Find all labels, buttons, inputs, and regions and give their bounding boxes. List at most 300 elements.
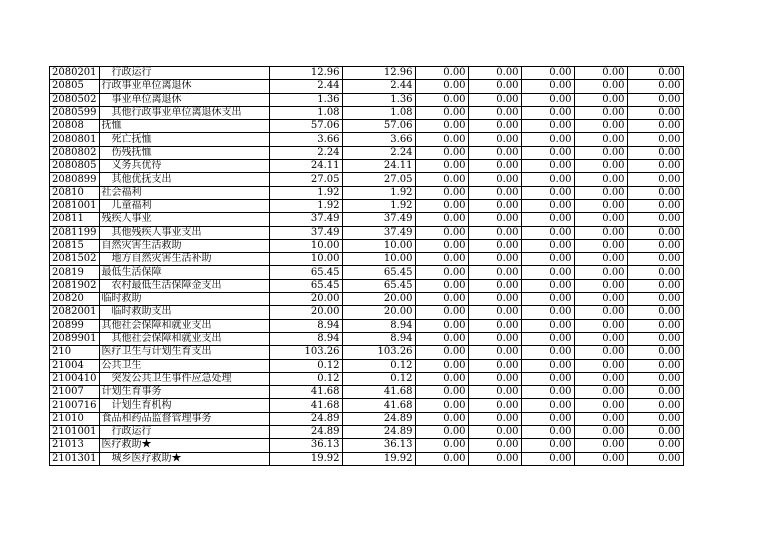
subject-name-cell[interactable]: 食品和药品监督管理事务 <box>99 412 269 425</box>
amount-cell[interactable]: 65.45 <box>342 266 415 279</box>
table-row <box>50 332 684 345</box>
subject-code-cell[interactable]: 2101001 <box>50 426 100 439</box>
amount-cell[interactable]: 0.00 <box>574 239 627 252</box>
amount-cell[interactable]: 10.00 <box>342 239 415 252</box>
budget-table <box>49 66 684 466</box>
amount-cell[interactable]: 1.36 <box>269 93 342 106</box>
amount-cell[interactable]: 0.00 <box>468 319 521 332</box>
amount-cell[interactable]: 65.45 <box>342 279 415 292</box>
amount-cell[interactable]: 0.00 <box>521 199 574 212</box>
amount-cell[interactable]: 0.00 <box>415 120 468 133</box>
amount-cell[interactable]: 10.00 <box>269 239 342 252</box>
subject-name-cell[interactable]: 临时救助 <box>99 293 269 306</box>
table-row <box>50 346 684 359</box>
subject-code-cell[interactable]: 2080801 <box>50 133 100 146</box>
table-row <box>50 173 684 186</box>
amount-cell[interactable]: 0.00 <box>574 133 627 146</box>
amount-cell[interactable]: 0.00 <box>415 93 468 106</box>
amount-cell[interactable]: 0.00 <box>521 93 574 106</box>
subject-name-cell[interactable]: 其他残疾人事业支出 <box>99 226 269 239</box>
subject-name-cell[interactable]: 其他社会保障和就业支出 <box>99 332 269 345</box>
amount-cell[interactable]: 0.00 <box>574 452 627 465</box>
amount-cell[interactable]: 41.68 <box>342 399 415 412</box>
table-row <box>50 253 684 266</box>
amount-cell[interactable]: 0.00 <box>574 306 627 319</box>
amount-cell[interactable]: 0.00 <box>574 359 627 372</box>
budget-sheet <box>49 66 684 466</box>
subject-name-cell[interactable]: 临时救助支出 <box>99 306 269 319</box>
amount-cell[interactable]: 0.00 <box>415 412 468 425</box>
amount-cell[interactable]: 1.08 <box>342 106 415 119</box>
subject-code-cell[interactable]: 20819 <box>50 266 100 279</box>
amount-cell[interactable]: 37.49 <box>269 213 342 226</box>
amount-cell[interactable]: 0.00 <box>627 253 683 266</box>
amount-cell[interactable]: 0.00 <box>521 452 574 465</box>
amount-cell[interactable]: 8.94 <box>269 332 342 345</box>
amount-cell[interactable]: 0.00 <box>627 399 683 412</box>
subject-code-cell[interactable]: 20899 <box>50 319 100 332</box>
amount-cell[interactable]: 0.00 <box>574 146 627 159</box>
amount-cell[interactable]: 0.00 <box>574 439 627 452</box>
subject-name-cell[interactable]: 行政运行 <box>99 426 269 439</box>
amount-cell[interactable]: 0.00 <box>521 426 574 439</box>
subject-name-cell[interactable]: 计划生育机构 <box>99 399 269 412</box>
amount-cell[interactable]: 0.00 <box>521 346 574 359</box>
subject-name-cell[interactable]: 地方自然灾害生活补助 <box>99 253 269 266</box>
subject-name-cell[interactable]: 事业单位离退休 <box>99 93 269 106</box>
amount-cell[interactable]: 0.00 <box>574 67 627 80</box>
amount-cell[interactable]: 36.13 <box>342 439 415 452</box>
amount-cell[interactable]: 0.00 <box>415 452 468 465</box>
amount-cell[interactable]: 24.11 <box>269 160 342 173</box>
amount-cell[interactable]: 0.00 <box>415 372 468 385</box>
amount-cell[interactable]: 0.00 <box>521 239 574 252</box>
amount-cell[interactable]: 0.00 <box>415 106 468 119</box>
amount-cell[interactable]: 0.00 <box>627 160 683 173</box>
amount-cell[interactable]: 0.00 <box>627 293 683 306</box>
amount-cell[interactable]: 0.00 <box>521 253 574 266</box>
subject-name-cell[interactable]: 医疗救助★ <box>99 439 269 452</box>
amount-cell[interactable]: 0.00 <box>415 67 468 80</box>
amount-cell[interactable]: 0.00 <box>574 319 627 332</box>
subject-name-cell[interactable]: 医疗卫生与计划生育支出 <box>99 346 269 359</box>
amount-cell[interactable]: 0.00 <box>574 332 627 345</box>
amount-cell[interactable]: 0.00 <box>627 386 683 399</box>
amount-cell[interactable]: 3.66 <box>269 133 342 146</box>
table-row <box>50 266 684 279</box>
amount-cell[interactable]: 0.00 <box>521 173 574 186</box>
amount-cell[interactable]: 20.00 <box>269 293 342 306</box>
table-row <box>50 67 684 80</box>
subject-name-cell[interactable]: 最低生活保障 <box>99 266 269 279</box>
amount-cell[interactable]: 1.92 <box>269 186 342 199</box>
amount-cell[interactable]: 0.00 <box>627 372 683 385</box>
table-row <box>50 306 684 319</box>
amount-cell[interactable]: 0.00 <box>415 146 468 159</box>
amount-cell[interactable]: 0.00 <box>468 279 521 292</box>
table-row <box>50 213 684 226</box>
amount-cell[interactable]: 0.00 <box>468 452 521 465</box>
amount-cell[interactable]: 0.00 <box>415 279 468 292</box>
subject-code-cell[interactable]: 20808 <box>50 120 100 133</box>
amount-cell[interactable]: 1.92 <box>342 186 415 199</box>
table-row <box>50 146 684 159</box>
subject-code-cell[interactable]: 20820 <box>50 293 100 306</box>
amount-cell[interactable]: 103.26 <box>342 346 415 359</box>
amount-cell[interactable]: 0.00 <box>574 80 627 93</box>
amount-cell[interactable]: 36.13 <box>269 439 342 452</box>
amount-cell[interactable]: 0.12 <box>269 359 342 372</box>
amount-cell[interactable]: 1.92 <box>342 199 415 212</box>
subject-code-cell[interactable]: 2100716 <box>50 399 100 412</box>
amount-cell[interactable]: 0.12 <box>342 359 415 372</box>
amount-cell[interactable]: 0.00 <box>521 120 574 133</box>
subject-code-cell[interactable]: 2080805 <box>50 160 100 173</box>
subject-code-cell[interactable]: 2080502 <box>50 93 100 106</box>
table-row <box>50 372 684 385</box>
amount-cell[interactable]: 20.00 <box>269 306 342 319</box>
amount-cell[interactable]: 57.06 <box>342 120 415 133</box>
table-row <box>50 399 684 412</box>
amount-cell[interactable]: 0.00 <box>468 399 521 412</box>
table-row <box>50 279 684 292</box>
subject-name-cell[interactable]: 自然灾害生活救助 <box>99 239 269 252</box>
amount-cell[interactable]: 0.00 <box>574 412 627 425</box>
subject-name-cell[interactable]: 社会福利 <box>99 186 269 199</box>
amount-cell[interactable]: 19.92 <box>342 452 415 465</box>
amount-cell[interactable]: 0.00 <box>468 213 521 226</box>
table-row <box>50 133 684 146</box>
table-row <box>50 226 684 239</box>
amount-cell[interactable]: 0.00 <box>468 106 521 119</box>
amount-cell[interactable]: 0.00 <box>415 226 468 239</box>
subject-name-cell[interactable]: 其他优抚支出 <box>99 173 269 186</box>
amount-cell[interactable]: 0.00 <box>627 106 683 119</box>
subject-code-cell[interactable]: 20805 <box>50 80 100 93</box>
amount-cell[interactable]: 27.05 <box>269 173 342 186</box>
amount-cell[interactable]: 0.00 <box>468 332 521 345</box>
amount-cell[interactable]: 8.94 <box>342 332 415 345</box>
subject-code-cell[interactable]: 2080201 <box>50 67 100 80</box>
amount-cell[interactable]: 2.44 <box>342 80 415 93</box>
subject-code-cell[interactable]: 2081199 <box>50 226 100 239</box>
amount-cell[interactable]: 0.00 <box>468 439 521 452</box>
amount-cell[interactable]: 0.00 <box>574 160 627 173</box>
amount-cell[interactable]: 0.00 <box>627 80 683 93</box>
amount-cell[interactable]: 37.49 <box>342 226 415 239</box>
amount-cell[interactable]: 0.00 <box>574 426 627 439</box>
amount-cell[interactable]: 0.00 <box>574 399 627 412</box>
table-row <box>50 186 684 199</box>
amount-cell[interactable]: 10.00 <box>342 253 415 266</box>
amount-cell[interactable]: 0.00 <box>468 293 521 306</box>
amount-cell[interactable]: 0.00 <box>468 253 521 266</box>
amount-cell[interactable]: 0.00 <box>574 106 627 119</box>
subject-code-cell[interactable]: 20811 <box>50 213 100 226</box>
amount-cell[interactable]: 0.00 <box>574 186 627 199</box>
amount-cell[interactable]: 0.00 <box>468 346 521 359</box>
amount-cell[interactable]: 3.66 <box>342 133 415 146</box>
amount-cell[interactable]: 0.00 <box>415 239 468 252</box>
amount-cell[interactable]: 0.00 <box>574 279 627 292</box>
amount-cell[interactable]: 0.00 <box>468 67 521 80</box>
amount-cell[interactable]: 0.00 <box>627 133 683 146</box>
subject-code-cell[interactable]: 2082001 <box>50 306 100 319</box>
amount-cell[interactable]: 0.00 <box>468 359 521 372</box>
amount-cell[interactable]: 0.00 <box>415 426 468 439</box>
amount-cell[interactable]: 0.00 <box>521 332 574 345</box>
amount-cell[interactable]: 0.00 <box>627 199 683 212</box>
subject-name-cell[interactable]: 农村最低生活保障金支出 <box>99 279 269 292</box>
amount-cell[interactable]: 65.45 <box>269 279 342 292</box>
amount-cell[interactable]: 0.00 <box>468 186 521 199</box>
amount-cell[interactable]: 0.00 <box>521 213 574 226</box>
amount-cell[interactable]: 0.00 <box>574 253 627 266</box>
amount-cell[interactable]: 0.00 <box>521 160 574 173</box>
amount-cell[interactable]: 1.08 <box>269 106 342 119</box>
table-row <box>50 93 684 106</box>
amount-cell[interactable]: 65.45 <box>269 266 342 279</box>
amount-cell[interactable]: 0.00 <box>415 332 468 345</box>
subject-code-cell[interactable]: 20810 <box>50 186 100 199</box>
amount-cell[interactable]: 0.00 <box>415 399 468 412</box>
subject-code-cell[interactable]: 2081001 <box>50 199 100 212</box>
amount-cell[interactable]: 0.00 <box>468 173 521 186</box>
amount-cell[interactable]: 0.00 <box>574 93 627 106</box>
amount-cell[interactable]: 19.92 <box>269 452 342 465</box>
amount-cell[interactable]: 0.00 <box>574 293 627 306</box>
table-body <box>50 67 684 466</box>
subject-code-cell[interactable]: 2081902 <box>50 279 100 292</box>
amount-cell[interactable]: 0.00 <box>468 160 521 173</box>
subject-name-cell[interactable]: 其他社会保障和就业支出 <box>99 319 269 332</box>
amount-cell[interactable]: 24.89 <box>342 426 415 439</box>
amount-cell[interactable]: 2.44 <box>269 80 342 93</box>
amount-cell[interactable]: 20.00 <box>342 293 415 306</box>
amount-cell[interactable]: 0.00 <box>521 146 574 159</box>
amount-cell[interactable]: 0.00 <box>468 199 521 212</box>
amount-cell[interactable]: 0.00 <box>521 359 574 372</box>
amount-cell[interactable]: 0.00 <box>468 239 521 252</box>
amount-cell[interactable]: 0.12 <box>269 372 342 385</box>
amount-cell[interactable]: 10.00 <box>269 253 342 266</box>
amount-cell[interactable]: 0.00 <box>468 80 521 93</box>
amount-cell[interactable]: 0.00 <box>574 386 627 399</box>
subject-name-cell[interactable]: 抚恤 <box>99 120 269 133</box>
amount-cell[interactable]: 0.00 <box>574 226 627 239</box>
amount-cell[interactable]: 0.00 <box>521 266 574 279</box>
table-row <box>50 80 684 93</box>
amount-cell[interactable]: 0.00 <box>627 412 683 425</box>
amount-cell[interactable]: 0.00 <box>627 266 683 279</box>
amount-cell[interactable]: 0.00 <box>468 372 521 385</box>
amount-cell[interactable]: 0.00 <box>415 133 468 146</box>
amount-cell[interactable]: 0.00 <box>627 452 683 465</box>
amount-cell[interactable]: 0.00 <box>415 386 468 399</box>
amount-cell[interactable]: 37.49 <box>342 213 415 226</box>
amount-cell[interactable]: 1.36 <box>342 93 415 106</box>
subject-code-cell[interactable]: 2089901 <box>50 332 100 345</box>
amount-cell[interactable]: 1.92 <box>269 199 342 212</box>
subject-name-cell[interactable]: 其他行政事业单位离退休支出 <box>99 106 269 119</box>
amount-cell[interactable]: 2.24 <box>269 146 342 159</box>
amount-cell[interactable]: 37.49 <box>269 226 342 239</box>
amount-cell[interactable]: 24.89 <box>269 426 342 439</box>
amount-cell[interactable]: 0.00 <box>521 67 574 80</box>
subject-code-cell[interactable]: 2100410 <box>50 372 100 385</box>
amount-cell[interactable]: 0.00 <box>415 253 468 266</box>
amount-cell[interactable]: 2.24 <box>342 146 415 159</box>
amount-cell[interactable]: 0.00 <box>468 146 521 159</box>
subject-name-cell[interactable]: 行政事业单位离退休 <box>99 80 269 93</box>
amount-cell[interactable]: 0.00 <box>627 319 683 332</box>
subject-code-cell[interactable]: 21013 <box>50 439 100 452</box>
table-row <box>50 439 684 452</box>
amount-cell[interactable]: 0.00 <box>627 346 683 359</box>
amount-cell[interactable]: 0.00 <box>627 213 683 226</box>
subject-code-cell[interactable]: 21010 <box>50 412 100 425</box>
amount-cell[interactable]: 41.68 <box>269 399 342 412</box>
amount-cell[interactable]: 0.00 <box>521 439 574 452</box>
amount-cell[interactable]: 0.00 <box>415 199 468 212</box>
amount-cell[interactable]: 0.00 <box>468 120 521 133</box>
amount-cell[interactable]: 0.00 <box>468 386 521 399</box>
amount-cell[interactable]: 0.00 <box>627 426 683 439</box>
amount-cell[interactable]: 0.00 <box>627 67 683 80</box>
table-row <box>50 319 684 332</box>
amount-cell[interactable]: 0.00 <box>521 399 574 412</box>
amount-cell[interactable]: 41.68 <box>342 386 415 399</box>
table-row <box>50 426 684 439</box>
amount-cell[interactable]: 0.00 <box>627 359 683 372</box>
amount-cell[interactable]: 24.89 <box>269 412 342 425</box>
amount-cell[interactable]: 0.00 <box>468 412 521 425</box>
amount-cell[interactable]: 0.00 <box>415 359 468 372</box>
amount-cell[interactable]: 103.26 <box>269 346 342 359</box>
amount-cell[interactable]: 0.00 <box>627 439 683 452</box>
subject-name-cell[interactable]: 突发公共卫生事件应急处理 <box>99 372 269 385</box>
amount-cell[interactable]: 20.00 <box>342 306 415 319</box>
subject-code-cell[interactable]: 2080899 <box>50 173 100 186</box>
subject-name-cell[interactable]: 城乡医疗救助★ <box>99 452 269 465</box>
amount-cell[interactable]: 0.00 <box>521 372 574 385</box>
amount-cell[interactable]: 41.68 <box>269 386 342 399</box>
amount-cell[interactable]: 0.00 <box>521 306 574 319</box>
table-row <box>50 412 684 425</box>
amount-cell[interactable]: 0.00 <box>468 226 521 239</box>
amount-cell[interactable]: 0.00 <box>468 426 521 439</box>
amount-cell[interactable]: 0.00 <box>627 186 683 199</box>
amount-cell[interactable]: 0.00 <box>521 319 574 332</box>
amount-cell[interactable]: 0.00 <box>574 213 627 226</box>
subject-name-cell[interactable]: 行政运行 <box>99 67 269 80</box>
amount-cell[interactable]: 0.00 <box>468 266 521 279</box>
amount-cell[interactable]: 0.00 <box>521 279 574 292</box>
amount-cell[interactable]: 0.00 <box>574 266 627 279</box>
table-row <box>50 106 684 119</box>
subject-name-cell[interactable]: 义务兵优待 <box>99 160 269 173</box>
subject-name-cell[interactable]: 死亡抚恤 <box>99 133 269 146</box>
amount-cell[interactable]: 0.00 <box>627 173 683 186</box>
amount-cell[interactable]: 0.00 <box>468 93 521 106</box>
amount-cell[interactable]: 0.00 <box>627 120 683 133</box>
amount-cell[interactable]: 0.00 <box>627 239 683 252</box>
amount-cell[interactable]: 0.00 <box>574 120 627 133</box>
amount-cell[interactable]: 0.00 <box>415 306 468 319</box>
table-row <box>50 359 684 372</box>
table-row <box>50 239 684 252</box>
amount-cell[interactable]: 0.00 <box>521 412 574 425</box>
amount-cell[interactable]: 0.00 <box>521 386 574 399</box>
subject-code-cell[interactable]: 2080599 <box>50 106 100 119</box>
amount-cell[interactable]: 0.00 <box>627 332 683 345</box>
amount-cell[interactable]: 0.00 <box>415 213 468 226</box>
amount-cell[interactable]: 0.00 <box>415 160 468 173</box>
amount-cell[interactable]: 0.00 <box>574 173 627 186</box>
amount-cell[interactable]: 57.06 <box>269 120 342 133</box>
amount-cell[interactable]: 0.00 <box>415 186 468 199</box>
subject-code-cell[interactable]: 2101301 <box>50 452 100 465</box>
amount-cell[interactable]: 0.00 <box>468 306 521 319</box>
amount-cell[interactable]: 0.00 <box>415 319 468 332</box>
amount-cell[interactable]: 0.00 <box>574 372 627 385</box>
amount-cell[interactable]: 0.00 <box>521 80 574 93</box>
subject-code-cell[interactable]: 210 <box>50 346 100 359</box>
subject-code-cell[interactable]: 20815 <box>50 239 100 252</box>
amount-cell[interactable]: 0.00 <box>415 439 468 452</box>
amount-cell[interactable]: 0.00 <box>574 346 627 359</box>
amount-cell[interactable]: 0.00 <box>574 199 627 212</box>
amount-cell[interactable]: 0.00 <box>627 146 683 159</box>
amount-cell[interactable]: 0.00 <box>521 186 574 199</box>
amount-cell[interactable]: 0.00 <box>415 293 468 306</box>
table-row <box>50 160 684 173</box>
subject-name-cell[interactable]: 残疾人事业 <box>99 213 269 226</box>
subject-name-cell[interactable]: 公共卫生 <box>99 359 269 372</box>
amount-cell[interactable]: 24.89 <box>342 412 415 425</box>
subject-name-cell[interactable]: 儿童福利 <box>99 199 269 212</box>
amount-cell[interactable]: 0.00 <box>415 346 468 359</box>
subject-code-cell[interactable]: 21004 <box>50 359 100 372</box>
amount-cell[interactable]: 0.00 <box>521 133 574 146</box>
amount-cell[interactable]: 0.00 <box>415 80 468 93</box>
amount-cell[interactable]: 0.00 <box>468 133 521 146</box>
amount-cell[interactable]: 0.00 <box>627 226 683 239</box>
table-row <box>50 120 684 133</box>
amount-cell[interactable]: 0.00 <box>521 106 574 119</box>
amount-cell[interactable]: 8.94 <box>342 319 415 332</box>
amount-cell[interactable]: 12.96 <box>342 67 415 80</box>
amount-cell[interactable]: 0.00 <box>627 93 683 106</box>
table-row <box>50 293 684 306</box>
amount-cell[interactable]: 27.05 <box>342 173 415 186</box>
subject-name-cell[interactable]: 计划生育事务 <box>99 386 269 399</box>
amount-cell[interactable]: 0.00 <box>415 266 468 279</box>
amount-cell[interactable]: 8.94 <box>269 319 342 332</box>
amount-cell[interactable]: 12.96 <box>269 67 342 80</box>
subject-name-cell[interactable]: 伤残抚恤 <box>99 146 269 159</box>
subject-code-cell[interactable]: 2081502 <box>50 253 100 266</box>
amount-cell[interactable]: 0.00 <box>521 293 574 306</box>
amount-cell[interactable]: 24.11 <box>342 160 415 173</box>
amount-cell[interactable]: 0.00 <box>627 279 683 292</box>
amount-cell[interactable]: 0.12 <box>342 372 415 385</box>
amount-cell[interactable]: 0.00 <box>415 173 468 186</box>
subject-code-cell[interactable]: 2080802 <box>50 146 100 159</box>
amount-cell[interactable]: 0.00 <box>521 226 574 239</box>
amount-cell[interactable]: 0.00 <box>627 306 683 319</box>
subject-code-cell[interactable]: 21007 <box>50 386 100 399</box>
